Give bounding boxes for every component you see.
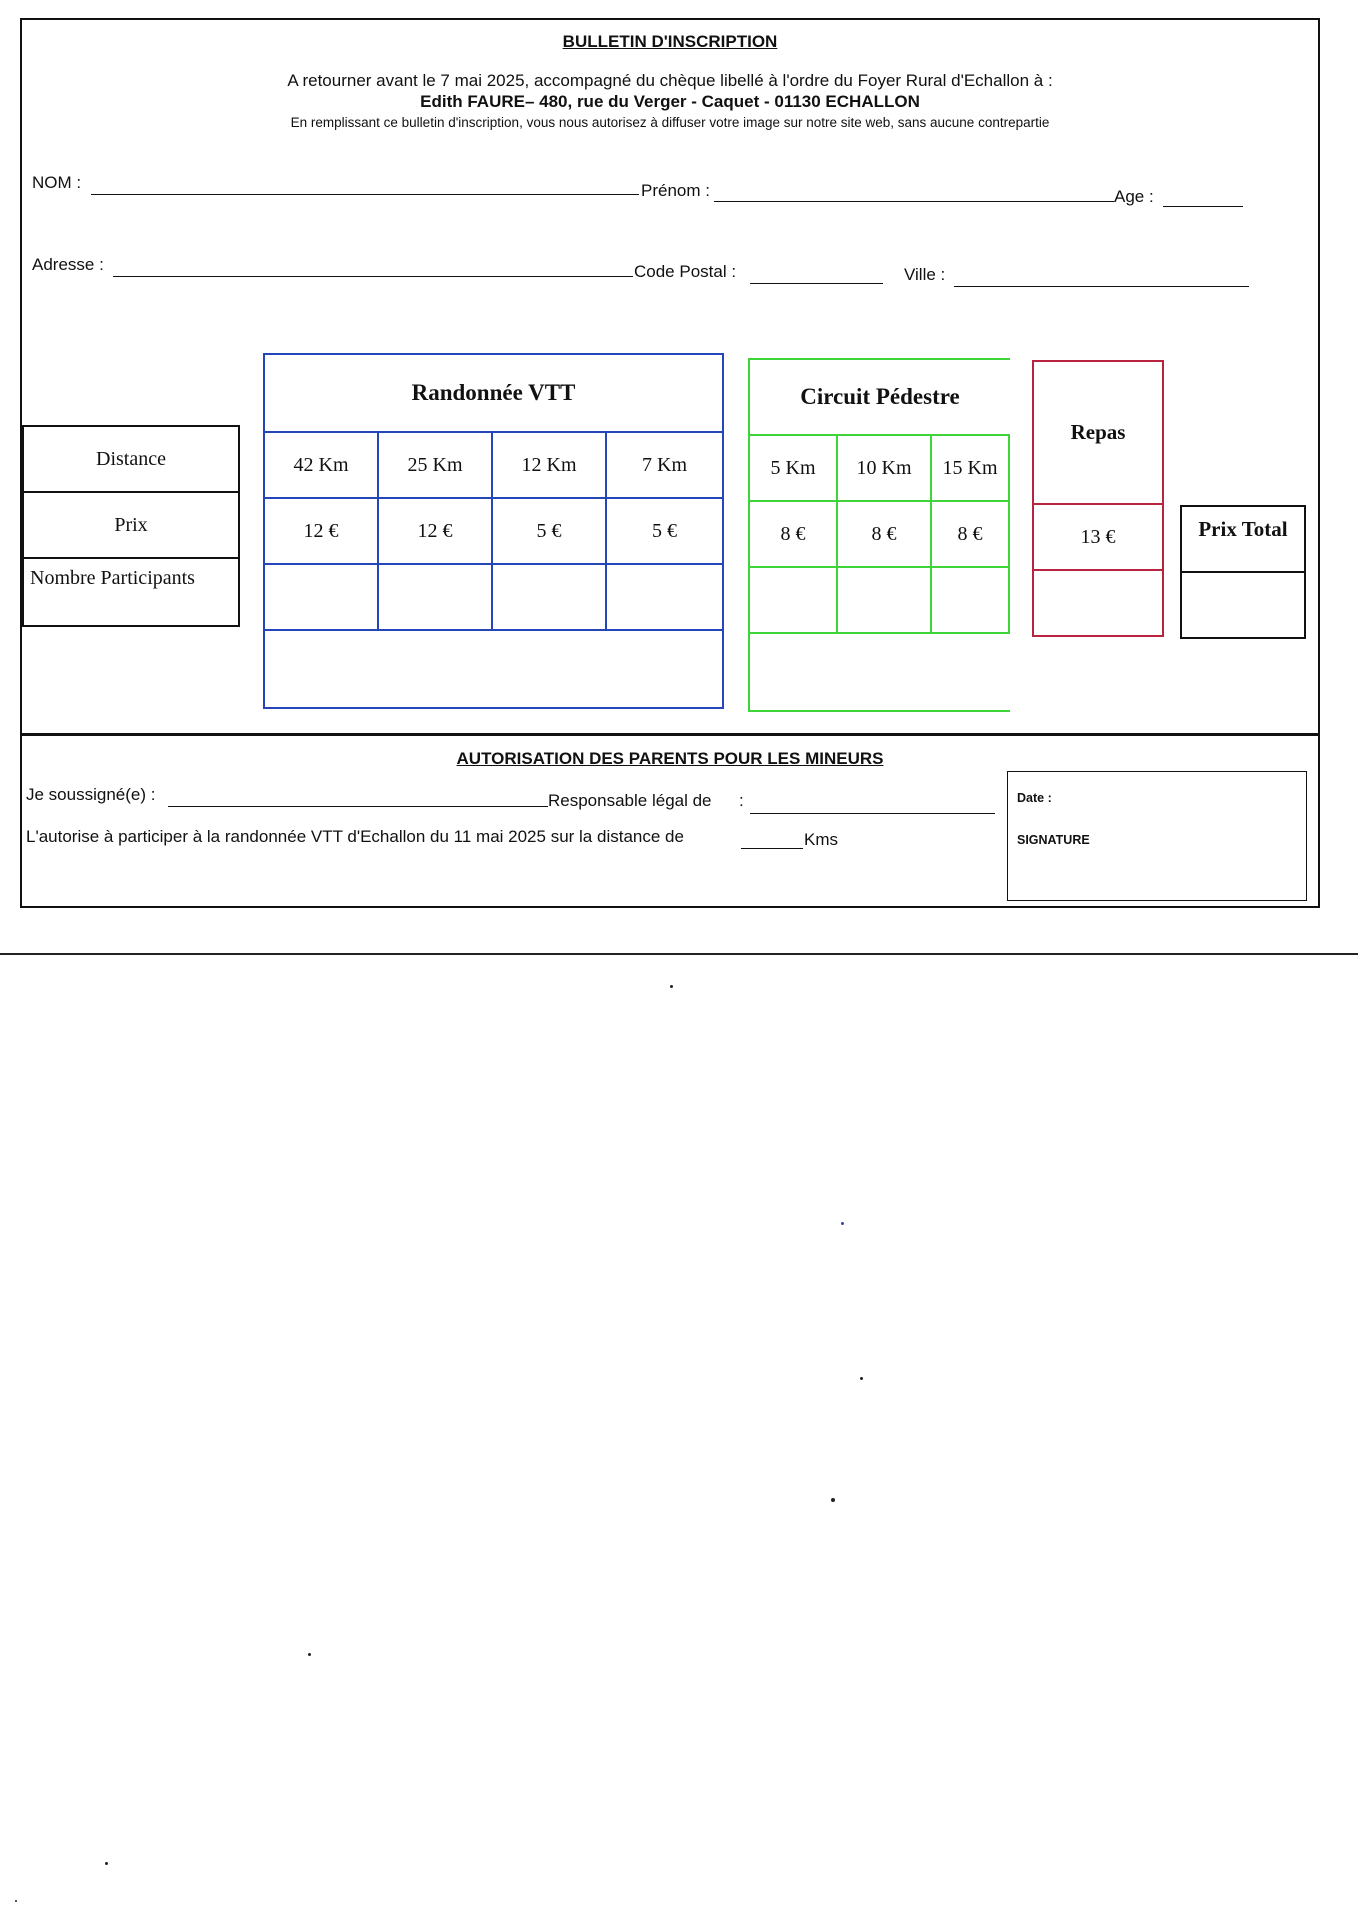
ville-field[interactable]	[954, 286, 1249, 287]
repas-participants-input[interactable]	[1032, 569, 1164, 637]
code-postal-label: Code Postal :	[634, 262, 737, 281]
responsable-colon: :	[739, 791, 744, 810]
pedestre-header	[748, 358, 1010, 436]
pedestre-distance-cell	[836, 434, 932, 502]
vtt-participants-input[interactable]	[263, 563, 379, 631]
date-label: Date :	[1017, 791, 1052, 805]
scan-speck	[670, 985, 673, 988]
vtt-header	[263, 353, 724, 433]
vtt-distance-value: 12 Km	[521, 453, 577, 476]
vtt-distance-cell	[491, 431, 607, 499]
vtt-distance-cell	[377, 431, 493, 499]
kms-label: Kms	[804, 830, 838, 849]
pedestre-price-value: 8 €	[957, 522, 983, 545]
total-title: Prix Total	[1198, 517, 1288, 541]
vtt-title: Randonnée VTT	[411, 380, 576, 405]
vtt-subtotal-input[interactable]	[263, 629, 724, 709]
scan-speck	[831, 1498, 835, 1502]
pedestre-distance-value: 5 Km	[770, 456, 816, 479]
vtt-participants-input[interactable]	[377, 563, 493, 631]
soussigne-field[interactable]	[168, 806, 548, 807]
repas-header	[1032, 360, 1164, 505]
vtt-participants-input[interactable]	[605, 563, 724, 631]
row-label-participants-text: Nombre Participants	[30, 567, 195, 589]
vtt-price-value: 12 €	[417, 519, 453, 542]
address-line: Edith FAURE– 480, rue du Verger - Caquet - 01130 ECHALLON	[420, 92, 920, 111]
vtt-participants-input[interactable]	[491, 563, 607, 631]
vtt-distance-value: 42 Km	[293, 453, 349, 476]
distance-field[interactable]	[741, 848, 803, 849]
pedestre-distance-cell	[930, 434, 1010, 502]
pedestre-price-cell	[930, 500, 1010, 568]
adresse-label: Adresse :	[32, 255, 104, 274]
total-input[interactable]	[1180, 571, 1306, 639]
vtt-distance-cell	[605, 431, 724, 499]
ville-label: Ville :	[904, 265, 946, 284]
total-header	[1180, 505, 1306, 573]
row-label-distance-text: Distance	[96, 447, 166, 470]
pedestre-distance-value: 15 Km	[942, 456, 998, 479]
prenom-label: Prénom :	[641, 181, 710, 200]
age-label: Age :	[1114, 187, 1154, 206]
vtt-price-cell	[377, 497, 493, 565]
repas-title: Repas	[1070, 420, 1126, 444]
vtt-distance-value: 7 Km	[642, 453, 687, 476]
adresse-field[interactable]	[113, 276, 633, 277]
repas-price-value: 13 €	[1080, 525, 1116, 548]
code-postal-field[interactable]	[750, 283, 883, 284]
pedestre-price-cell	[748, 500, 838, 568]
row-label-distance	[22, 425, 240, 493]
instructions-line: A retourner avant le 7 mai 2025, accompagné du chèque libellé à l'ordre du Foyer Rural d'Echallon à :	[287, 71, 1053, 90]
responsable-label: Responsable légal de	[548, 791, 712, 810]
pedestre-distance-value: 10 Km	[856, 456, 912, 479]
form-title: BULLETIN D'INSCRIPTION	[562, 32, 778, 51]
prenom-field[interactable]	[714, 201, 1114, 202]
soussigne-label: Je soussigné(e) :	[26, 785, 156, 804]
pedestre-price-cell	[836, 500, 932, 568]
page-cut-line	[0, 953, 1358, 955]
section-separator	[20, 733, 1320, 736]
nom-field[interactable]	[91, 194, 639, 195]
vtt-price-cell	[263, 497, 379, 565]
pedestre-price-value: 8 €	[871, 522, 897, 545]
vtt-price-value: 12 €	[303, 519, 339, 542]
autorise-label: L'autorise à participer à la randonnée VTT d'Echallon du 11 mai 2025 sur la distance de	[26, 827, 684, 846]
row-label-prix-text: Prix	[114, 513, 148, 536]
scan-speck	[308, 1653, 311, 1656]
age-field[interactable]	[1163, 206, 1243, 207]
vtt-price-value: 5 €	[536, 519, 562, 542]
signature-label: SIGNATURE	[1017, 833, 1090, 847]
pedestre-distance-cell	[748, 434, 838, 502]
scan-speck	[15, 1900, 17, 1902]
nom-label: NOM :	[32, 173, 82, 192]
pedestre-price-value: 8 €	[780, 522, 806, 545]
pedestre-title: Circuit Pédestre	[800, 384, 960, 409]
vtt-price-cell	[491, 497, 607, 565]
scan-speck	[841, 1222, 844, 1225]
vtt-price-value: 5 €	[652, 519, 677, 542]
parents-title: AUTORISATION DES PARENTS POUR LES MINEURS	[456, 749, 884, 768]
scan-speck	[105, 1862, 108, 1865]
vtt-distance-cell	[263, 431, 379, 499]
row-label-prix	[22, 491, 240, 559]
vtt-distance-value: 25 Km	[407, 453, 463, 476]
scan-speck	[860, 1377, 863, 1380]
row-label-participants	[22, 557, 240, 627]
pedestre-participants-input[interactable]	[836, 566, 932, 634]
pedestre-participants-input[interactable]	[930, 566, 1010, 634]
pedestre-participants-input[interactable]	[748, 566, 838, 634]
responsable-field[interactable]	[750, 813, 995, 814]
vtt-price-cell	[605, 497, 724, 565]
image-rights-line: En remplissant ce bulletin d'inscription, vous nous autorisez à diffuser votre image sur notre site web, sans aucune contrepartie	[290, 115, 1050, 130]
repas-price-cell	[1032, 503, 1164, 571]
pedestre-subtotal-input[interactable]	[748, 632, 1010, 712]
